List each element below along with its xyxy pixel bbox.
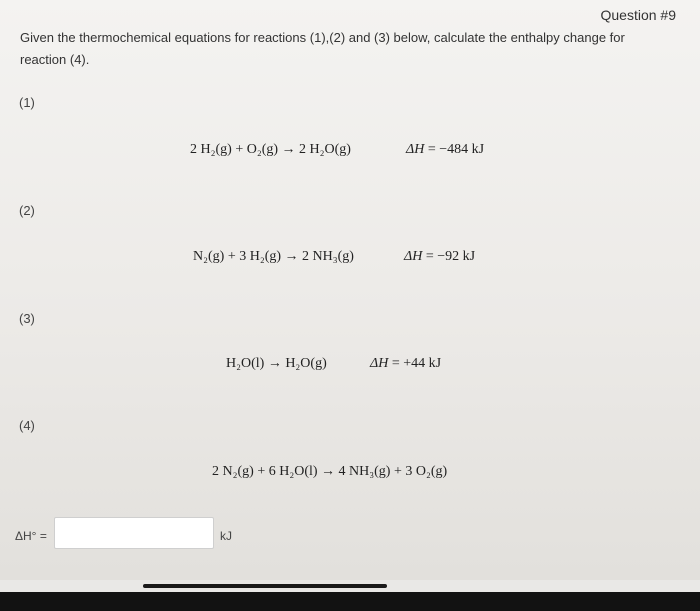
reaction-1-delta-h-value: = −484 kJ bbox=[427, 142, 485, 157]
reaction-2-label: (2) bbox=[19, 203, 35, 218]
reaction-3-delta-h-value: = +44 kJ bbox=[391, 356, 442, 371]
reaction-3-delta-h-symbol: ΔH bbox=[370, 356, 389, 371]
answer-unit: kJ bbox=[220, 529, 232, 543]
answer-label: ΔH° = bbox=[15, 529, 47, 543]
question-prompt: Given the thermochemical equations for reactions (1),(2) and (3) below, calculate the enthalpy change for reaction (4). bbox=[20, 30, 625, 67]
reaction-2-equation: N₂(g) + 3 H₂(g) → 2 NH₃(g) bbox=[193, 249, 354, 264]
enthalpy-answer-input[interactable] bbox=[54, 517, 214, 549]
reaction-4-label: (4) bbox=[19, 418, 35, 433]
reaction-3-enthalpy bbox=[370, 356, 441, 372]
reaction-4-equation: 2 N₂(g) + 6 H₂O(l) → 4 NH₃(g) + 3 O₂(g) bbox=[212, 464, 448, 479]
reaction-1-equation: 2 H₂(g) + O₂(g) → 2 H₂O(g) bbox=[190, 142, 351, 157]
reaction-1-delta-h-symbol: ΔH bbox=[406, 142, 425, 157]
question-number: Question #9 bbox=[600, 7, 676, 23]
reaction-1-enthalpy bbox=[406, 142, 484, 158]
reaction-1-label: (1) bbox=[19, 95, 35, 110]
reaction-3-equation: H₂O(l) → H₂O(g) bbox=[226, 356, 327, 371]
reaction-2-delta-h-symbol: ΔH bbox=[404, 249, 423, 264]
home-indicator bbox=[143, 584, 387, 588]
reaction-3-label: (3) bbox=[19, 311, 35, 326]
reaction-2-delta-h-value: = −92 kJ bbox=[425, 249, 476, 264]
reaction-2-enthalpy bbox=[404, 249, 475, 265]
screen-bezel bbox=[0, 592, 700, 611]
